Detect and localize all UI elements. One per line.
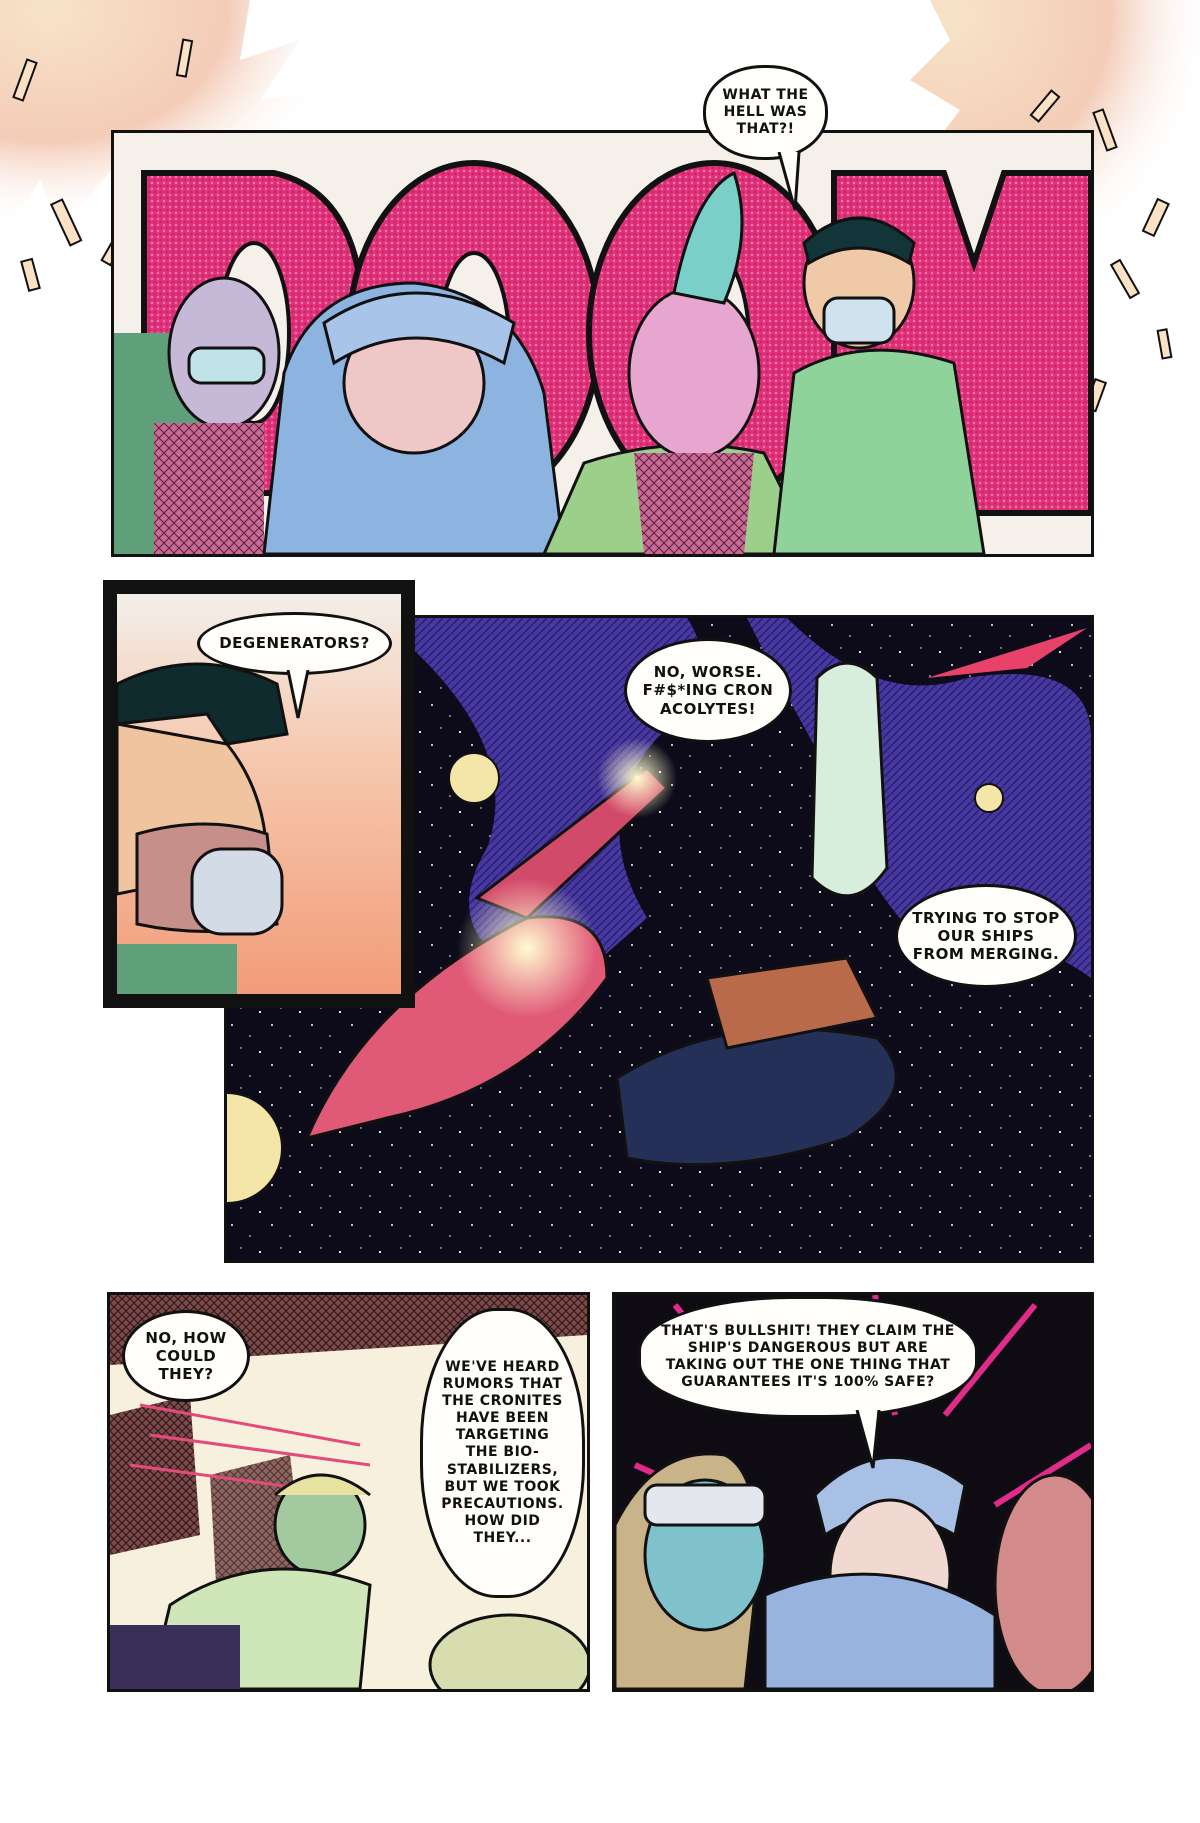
speech-balloon-degenerators: [197, 612, 392, 675]
balloon-tail: [775, 152, 815, 212]
speech-balloon-stop-merging: [895, 884, 1077, 988]
character-goggles-left: [114, 278, 279, 554]
panel-1-art: [114, 133, 1091, 554]
balloon-text: TRYING TO STOP OUR SHIPS FROM MERGING.: [912, 908, 1060, 964]
speech-balloon-how-could-they: [122, 1310, 250, 1402]
speech-balloon-rumors: [420, 1308, 585, 1598]
speech-balloon-what-was-that: [703, 65, 828, 160]
balloon-text: WHAT THE HELL WAS THAT?!: [722, 86, 809, 138]
balloon-text: WE'VE HEARD RUMORS THAT THE CRONITES HAVE BEEN TARGETING THE BIO-STABILIZERS, BUT WE TOOK PRECAUTIONS. HOW DID THEY...: [441, 1359, 564, 1546]
cron-ship: [812, 663, 887, 896]
balloon-text: THAT'S BULLSHIT! THEY CLAIM THE SHIP'S DANGEROUS BUT ARE TAKING OUT THE ONE THING THAT GUARANTEES IT'S 100% SAFE?: [661, 1322, 955, 1391]
dark-ship: [617, 958, 896, 1165]
speech-balloon-bullshit: [638, 1296, 978, 1418]
panel-1: [111, 130, 1094, 557]
speech-balloon-cron-acolytes: [624, 638, 792, 743]
balloon-text: DEGENERATORS?: [219, 634, 370, 653]
balloon-text: NO, HOW COULD THEY?: [145, 1328, 227, 1384]
balloon-tail: [286, 670, 316, 720]
balloon-text: NO, WORSE. F#$*ING CRON ACOLYTES!: [642, 663, 774, 718]
balloon-tail: [855, 1410, 885, 1470]
